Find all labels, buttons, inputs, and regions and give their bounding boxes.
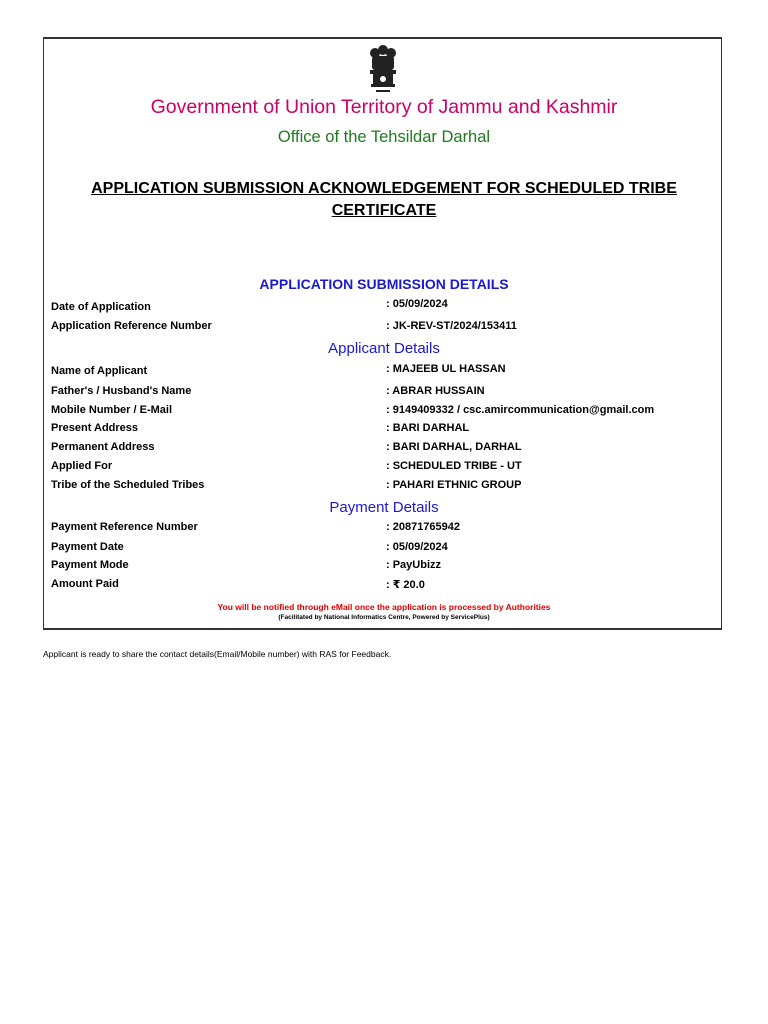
detail-row: [51, 559, 711, 577]
acknowledgement-title: APPLICATION SUBMISSION ACKNOWLEDGEMENT FOR SCHEDULED TRIBE CERTIFICATE: [91, 180, 677, 219]
payment-reference-value: : 20871765942: [386, 521, 461, 533]
payment-mode-label: Payment Mode: [51, 559, 129, 571]
reference-number-value: : JK-REV-ST/2024/153411: [386, 320, 517, 332]
government-title: Government of Union Territory of Jammu and Kashmir: [150, 96, 618, 118]
applicant-name-label: Name of Applicant: [51, 365, 148, 377]
applicant-name-value: : MAJEEB UL HASSAN: [386, 363, 506, 375]
present-address-value: : BARI DARHAL: [386, 422, 470, 434]
applicant-details-heading: Applicant Details: [328, 340, 440, 357]
detail-row: [51, 298, 711, 319]
payment-reference-label: Payment Reference Number: [51, 521, 198, 533]
reference-number-label: Application Reference Number: [51, 320, 212, 332]
facilitated-by-note: (Facilitated by National Informatics Centre, Powered by ServicePlus): [278, 614, 490, 621]
mobile-email-value: : 9149409332 / csc.amircommunication@gmail.com: [386, 404, 655, 416]
office-title: Office of the Tehsildar Darhal: [277, 128, 491, 146]
payment-mode-value: : PayUbizz: [386, 559, 442, 571]
detail-row: [51, 385, 711, 403]
detail-row: [51, 578, 711, 596]
permanent-address-value: : BARI DARHAL, DARHAL: [386, 441, 522, 453]
detail-row: [51, 460, 711, 478]
detail-row: [51, 422, 711, 440]
mobile-email-label: Mobile Number / E-Mail: [51, 404, 173, 416]
date-of-application-label: Date of Application: [51, 301, 151, 313]
payment-date-value: : 05/09/2024: [386, 541, 448, 553]
detail-row: [51, 404, 711, 422]
payment-details-heading: Payment Details: [329, 499, 439, 516]
notification-note: You will be notified through eMail once the application is processed by Authorities: [217, 602, 551, 612]
amount-paid-value: : ₹ 20.0: [386, 579, 425, 591]
present-address-label: Present Address: [51, 422, 139, 434]
amount-paid-label: Amount Paid: [51, 578, 119, 590]
permanent-address-label: Permanent Address: [51, 441, 155, 453]
applied-for-value: : SCHEDULED TRIBE - UT: [386, 460, 522, 472]
feedback-consent-note: Applicant is ready to share the contact details(Email/Mobile number) with RAS for Feedback.: [43, 649, 392, 659]
payment-date-label: Payment Date: [51, 541, 124, 553]
date-of-application-value: : 05/09/2024: [386, 298, 448, 310]
father-husband-name-label: Father's / Husband's Name: [51, 385, 192, 397]
tribe-value: : PAHARI ETHNIC GROUP: [386, 479, 522, 491]
detail-row: [51, 441, 711, 459]
detail-row: [51, 365, 711, 383]
detail-row: [51, 479, 711, 497]
father-husband-name-value: : ABRAR HUSSAIN: [386, 385, 485, 397]
detail-row: [51, 521, 711, 539]
applied-for-label: Applied For: [51, 460, 113, 472]
submission-details-heading: APPLICATION SUBMISSION DETAILS: [259, 276, 509, 292]
detail-row: [51, 320, 711, 338]
detail-row: [51, 541, 711, 559]
tribe-label: Tribe of the Scheduled Tribes: [51, 479, 205, 491]
national-emblem-icon: [364, 42, 402, 96]
